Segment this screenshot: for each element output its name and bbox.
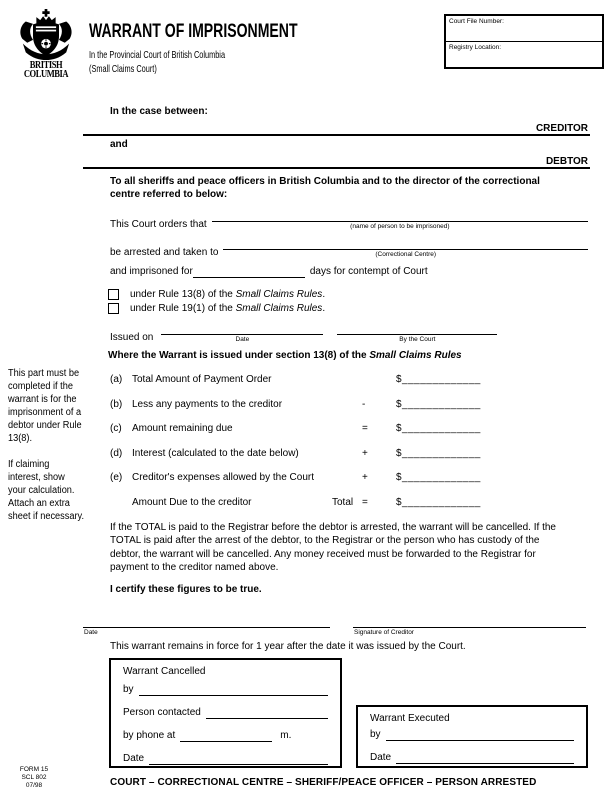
amount-b-blank[interactable]: $_____________ xyxy=(396,398,481,410)
amount-calculation-table xyxy=(110,374,588,522)
certify-date-blank[interactable] xyxy=(83,614,330,628)
issued-date-blank[interactable] xyxy=(161,322,323,335)
margin-note-line: your calculation. xyxy=(8,485,75,496)
warrant-executed-box xyxy=(356,705,588,768)
executed-by-label: by xyxy=(370,729,381,740)
court-file-number-field[interactable] xyxy=(446,16,602,41)
amount-total-blank[interactable]: $_____________ xyxy=(396,496,481,508)
phone-label: by phone at xyxy=(123,730,176,741)
orders-prefix-label: This Court orders that xyxy=(110,219,207,230)
debtor-name-line[interactable] xyxy=(83,151,590,169)
creditor-signature-blank[interactable] xyxy=(353,614,586,628)
court-subtitle: In the Provincial Court of British Columbia xyxy=(89,49,226,61)
item-operator: = xyxy=(362,423,368,435)
certify-statement: I certify these figures to be true. xyxy=(110,584,262,595)
item-id: (e) xyxy=(110,472,123,484)
margin-instruction-note xyxy=(8,367,100,523)
title-block xyxy=(89,21,371,76)
margin-note-line: interest, show xyxy=(8,472,65,483)
margin-note-line: completed if the xyxy=(8,381,73,392)
person-name-blank[interactable] xyxy=(212,209,588,222)
correctional-centre-blank[interactable] xyxy=(223,237,588,250)
address-to-paragraph xyxy=(110,176,540,201)
form-meta xyxy=(10,766,58,790)
item-label: Less any payments to the creditor xyxy=(132,398,283,410)
issued-on-row xyxy=(110,322,497,344)
rule-13-8-checkbox[interactable] xyxy=(108,289,119,300)
person-name-caption: (name of person to be imprisoned) xyxy=(350,223,450,230)
item-operator: - xyxy=(362,398,366,410)
distribution-footer: COURT – CORRECTIONAL CENTRE – SHERIFF/PEACE OFFICER – PERSON ARRESTED xyxy=(110,777,537,788)
warrant-cancelled-box xyxy=(109,658,342,768)
debtor-label: DEBTOR xyxy=(545,156,588,167)
item-operator xyxy=(362,374,396,385)
small-claims-subtitle: (Small Claims Court) xyxy=(89,63,157,75)
cancelled-date-blank[interactable] xyxy=(149,752,328,765)
item-operator: + xyxy=(362,472,368,484)
amount-c-blank[interactable]: $_____________ xyxy=(396,423,481,435)
cancelled-by-blank[interactable] xyxy=(139,683,328,696)
item-id: (d) xyxy=(110,447,123,459)
margin-note-1 xyxy=(8,367,100,445)
order-row-centre xyxy=(110,237,588,259)
amount-row-c xyxy=(110,423,588,434)
margin-note-line: sheet if necessary. xyxy=(8,511,85,522)
payment-note-paragraph xyxy=(110,521,556,574)
item-label: Amount remaining due xyxy=(132,423,233,435)
rule-19-1-text: under Rule 19(1) of the xyxy=(130,302,236,314)
amount-row-d xyxy=(110,448,588,459)
form-code: SCL 802 xyxy=(21,774,47,781)
warrant-executed-title: Warrant Executed xyxy=(370,713,450,724)
correctional-centre-caption: (Correctional Centre) xyxy=(375,251,437,258)
rule-13-8-row xyxy=(108,288,325,302)
cancelled-by-label: by xyxy=(123,684,134,695)
person-contacted-row xyxy=(123,696,328,719)
item-label: Interest (calculated to the date below) xyxy=(132,447,299,459)
bc-government-logo xyxy=(13,9,79,79)
person-contacted-blank[interactable] xyxy=(206,706,328,719)
executed-date-label: Date xyxy=(370,752,392,763)
margin-note-line: imprisonment of a xyxy=(8,407,82,418)
imprisoned-prefix-label: and imprisoned for xyxy=(110,266,193,277)
logo-text-columbia: COLUMBIA xyxy=(23,69,69,80)
rule-19-1-row xyxy=(108,302,325,316)
item-label: Total Amount of Payment Order xyxy=(132,374,272,385)
form-revision: 07/98 xyxy=(25,782,43,789)
amount-row-e xyxy=(110,472,588,483)
days-blank[interactable] xyxy=(193,265,305,278)
registry-location-field[interactable] xyxy=(446,41,602,67)
margin-note-2 xyxy=(8,458,100,523)
margin-note-line: warrant is for the xyxy=(8,394,77,405)
margin-note-line: Attach an extra xyxy=(8,498,70,509)
item-operator: + xyxy=(362,447,368,459)
item-label: Creditor's expenses allowed by the Court xyxy=(132,472,315,484)
registry-location-label: Registry Location: xyxy=(449,44,502,51)
by-the-court-caption: By the Court xyxy=(399,336,436,343)
section-13-8-heading xyxy=(108,350,462,361)
page-title: WARRANT OF IMPRISONMENT xyxy=(89,21,298,42)
item-id: (a) xyxy=(110,374,123,385)
order-row-person xyxy=(110,209,588,231)
by-the-court-blank[interactable] xyxy=(337,322,497,335)
margin-note-line: This part must be xyxy=(8,368,80,379)
margin-note-line: 13(8). xyxy=(8,433,33,444)
rule-19-1-period: . xyxy=(322,302,326,314)
cancelled-date-row xyxy=(123,742,328,765)
section-13-8-heading-text: Where the Warrant is issued under section 13(8) of the xyxy=(108,350,370,361)
amount-row-total xyxy=(110,497,588,508)
arrested-prefix-label: be arrested and taken to xyxy=(110,247,219,258)
court-orders-section xyxy=(110,209,588,284)
file-info-box xyxy=(444,14,604,69)
amount-d-blank[interactable]: $_____________ xyxy=(396,447,481,459)
rule-checkboxes xyxy=(108,288,325,315)
phone-suffix-label: m. xyxy=(280,730,292,741)
cancelled-by-row xyxy=(123,677,328,696)
issued-on-label: Issued on xyxy=(110,332,154,343)
total-word: Total xyxy=(332,496,354,508)
amount-row-b xyxy=(110,399,588,410)
validity-note: This warrant remains in force for 1 year after the date it was issued by the Court. xyxy=(110,641,466,652)
imprisoned-suffix-label: days for contempt of Court xyxy=(309,266,428,277)
address-line-1: To all sheriffs and peace officers in British Columbia and to the director of the correctional xyxy=(110,176,540,187)
certify-date-caption: Date xyxy=(84,629,98,636)
bc-coat-of-arms-icon xyxy=(17,9,75,61)
section-13-8-heading-italic: Small Claims Rules xyxy=(369,350,462,361)
total-label: Amount Due to the creditor xyxy=(132,496,252,508)
rule-13-8-period: . xyxy=(322,289,326,301)
payment-note-line: debtor, the warrant will be cancelled. Any money received must be forwarded to the Registrar for xyxy=(110,548,536,560)
creditor-label: CREDITOR xyxy=(535,123,588,134)
margin-note-line: debtor under Rule xyxy=(8,420,82,431)
warrant-cancelled-title: Warrant Cancelled xyxy=(123,666,206,677)
issued-date-caption: Date xyxy=(235,336,250,343)
phone-row xyxy=(123,719,328,742)
rule-13-8-text: under Rule 13(8) of the xyxy=(130,289,236,301)
rule-19-1-checkbox[interactable] xyxy=(108,303,119,314)
total-operator: = xyxy=(362,496,368,508)
amount-row-a xyxy=(110,374,588,385)
and-label: and xyxy=(110,139,128,150)
payment-note-line: payment to the creditor named above. xyxy=(110,561,279,573)
case-intro-label: In the case between: xyxy=(110,106,208,117)
order-row-days xyxy=(110,265,588,278)
executed-date-blank[interactable] xyxy=(396,751,574,764)
cancelled-date-label: Date xyxy=(123,753,145,764)
margin-note-line: If claiming xyxy=(8,459,50,470)
date-signature-row xyxy=(83,614,586,637)
rule-19-1-italic: Small Claims Rules xyxy=(235,302,323,314)
item-id: (b) xyxy=(110,398,123,410)
logo-text-british: BRITISH xyxy=(29,60,63,71)
payment-note-line: TOTAL is paid after the arrest of the debtor, to the Registrar or the person who has custody of the xyxy=(110,535,540,547)
creditor-name-line[interactable] xyxy=(83,118,590,136)
executed-by-blank[interactable] xyxy=(386,728,574,741)
form-number: FORM 15 xyxy=(19,766,49,773)
rule-13-8-italic: Small Claims Rules xyxy=(235,289,323,301)
amount-e-blank[interactable]: $_____________ xyxy=(396,472,481,484)
creditor-signature-caption: Signature of Creditor xyxy=(354,629,414,636)
executed-by-row xyxy=(370,724,574,741)
court-file-number-label: Court File Number: xyxy=(449,18,504,25)
amount-a-blank[interactable]: $_____________ xyxy=(396,374,481,385)
phone-time-blank[interactable] xyxy=(180,729,272,742)
address-line-2: centre referred to below: xyxy=(110,188,228,200)
executed-date-row xyxy=(370,741,574,764)
person-contacted-label: Person contacted xyxy=(123,707,201,718)
payment-note-line: If the TOTAL is paid to the Registrar before the debtor is arrested, the warrant will be cancelled. If the xyxy=(110,522,556,533)
item-id: (c) xyxy=(110,423,122,435)
